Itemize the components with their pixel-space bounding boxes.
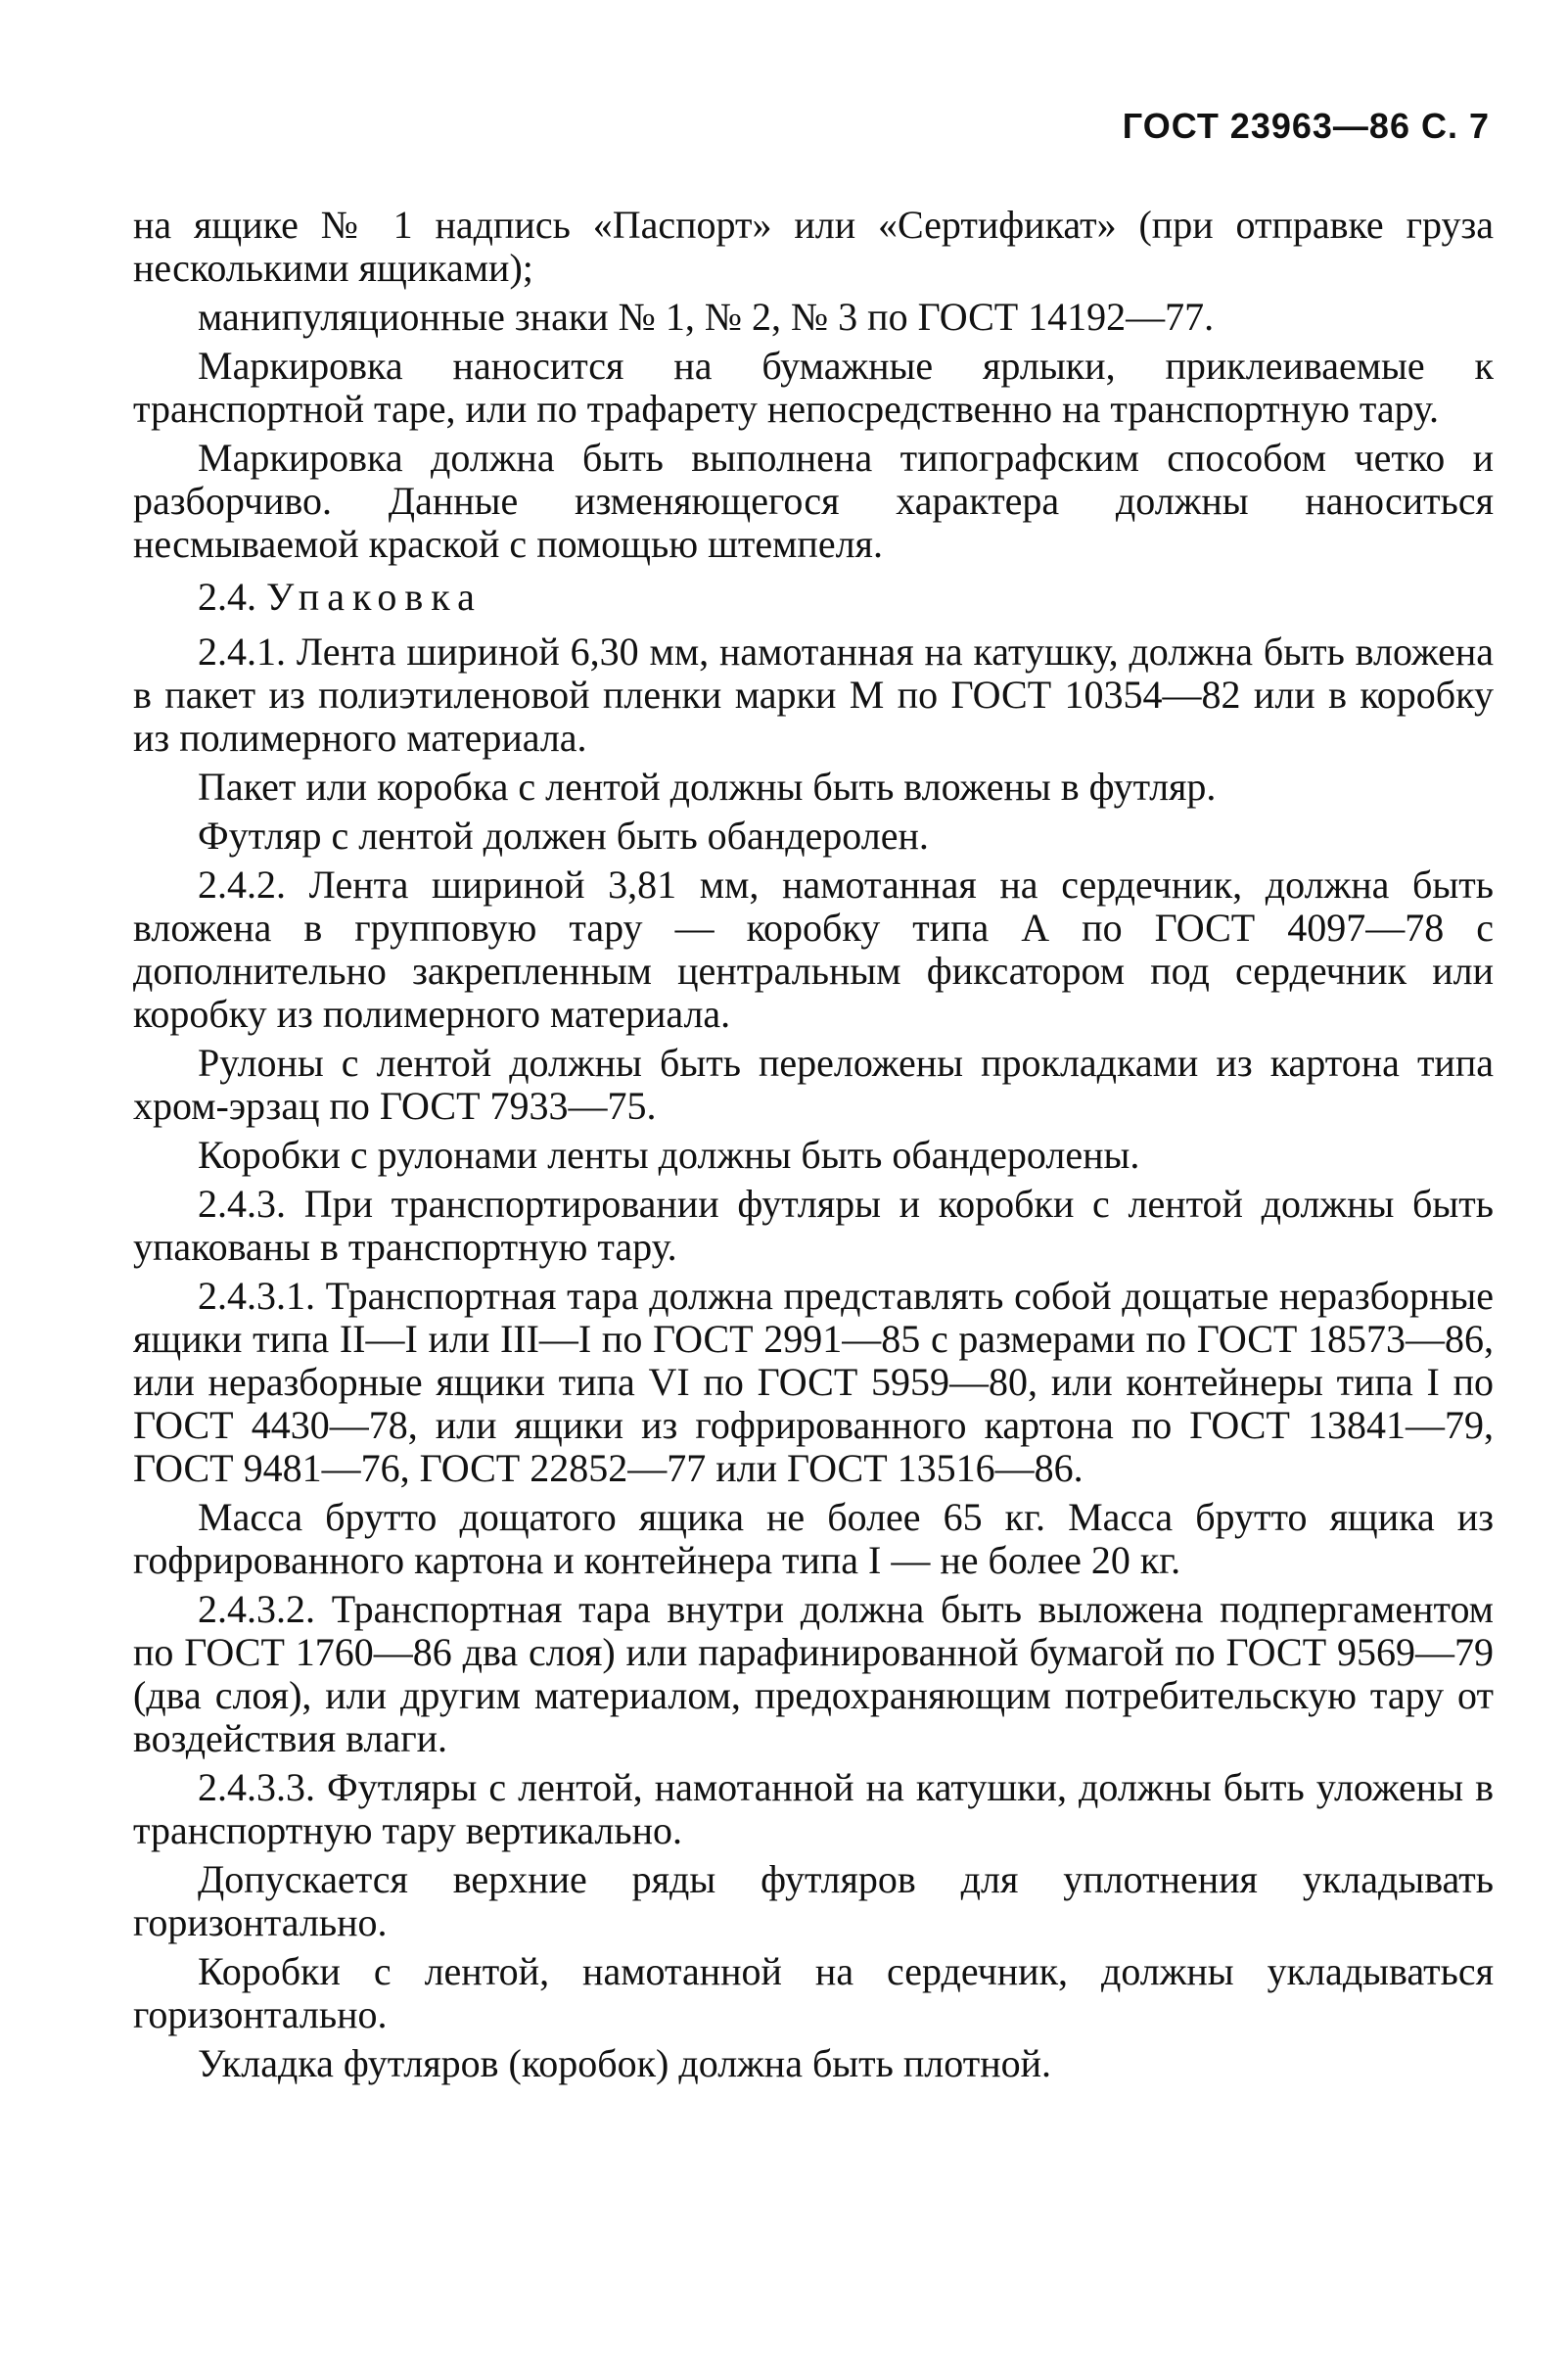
paragraph: 2.4.3. При транспортировании футляры и коробки с лентой должны быть упакованы в транспортную тару. <box>133 1182 1494 1269</box>
paragraph: Допускается верхние ряды футляров для уплотнения укладывать горизонтально. <box>133 1857 1494 1944</box>
paragraph: Маркировка должна быть выполнена типографским способом четко и разборчиво. Данные изменяющегося характера должны наноситься несмываемой краской с помощью штемпеля. <box>133 436 1494 566</box>
section-number: 2.4. <box>198 575 256 619</box>
paragraph: Коробки с лентой, намотанной на сердечник, должны укладываться горизонтально. <box>133 1949 1494 2036</box>
paragraph: Укладка футляров (коробок) должна быть плотной. <box>198 2041 1052 2085</box>
paragraph: Футляр с лентой должен быть обандеролен. <box>198 814 929 858</box>
paragraph: 2.4.3.3. Футляры с лентой, намотанной на катушки, должны быть уложены в транспортную тару вертикально. <box>133 1765 1494 1852</box>
section-title: Упаковка <box>266 575 483 619</box>
paragraph: 2.4.3.2. Транспортная тара внутри должна быть выложена подпергаментом по ГОСТ 1760—86 два слоя) или парафинированной бумагой по ГОСТ 9569—79 (два слоя), или другим материалом, предохраняющим потребительскую тару от воздействия влаги. <box>133 1587 1494 1760</box>
paragraph: 2.4.2. Лента шириной 3,81 мм, намотанная на сердечник, должна быть вложена в групповую тару — коробку типа А по ГОСТ 4097—78 с дополнительно закрепленным центральным фиксатором под сердечник или коробку из полимерного материала. <box>133 863 1494 1036</box>
section-heading <box>133 576 1494 619</box>
paragraph: Рулоны с лентой должны быть переложены прокладками из картона типа хром-эрзац по ГОСТ 7933—75. <box>133 1041 1494 1128</box>
document-body <box>133 204 1494 2091</box>
paragraph: Коробки с рулонами ленты должны быть обандеролены. <box>198 1133 1140 1177</box>
paragraph: манипуляционные знаки № 1, № 2, № 3 по ГОСТ 14192—77. <box>198 295 1215 339</box>
paragraph: Маркировка наносится на бумажные ярлыки, приклеиваемые к транспортной таре, или по трафарету непосредственно на транспортную тару. <box>133 344 1494 431</box>
paragraph: 2.4.3.1. Транспортная тара должна представлять собой дощатые неразборные ящики типа II—I или III—I по ГОСТ 2991—85 с размерами по ГОСТ 18573—86, или неразборные ящики типа VI по ГОСТ 5959—80, или контейнеры типа I по ГОСТ 4430—78, или ящики из гофрированного картона по ГОСТ 13841—79, ГОСТ 9481—76, ГОСТ 22852—77 или ГОСТ 13516—86. <box>133 1274 1494 1490</box>
paragraph: Пакет или коробка с лентой должны быть вложены в футляр. <box>198 765 1217 809</box>
page-header: ГОСТ 23963—86 С. 7 <box>1122 106 1490 146</box>
paragraph: Масса брутто дощатого ящика не более 65 кг. Масса брутто ящика из гофрированного картона и контейнера типа I — не более 20 кг. <box>133 1495 1494 1582</box>
paragraph: на ящике № 1 надпись «Паспорт» или «Сертификат» (при отправке груза несколькими ящиками); <box>133 203 1494 290</box>
paragraph: 2.4.1. Лента шириной 6,30 мм, намотанная на катушку, должна быть вложена в пакет из полиэтиленовой пленки марки М по ГОСТ 10354—82 или в коробку из полимерного материала. <box>133 630 1494 760</box>
